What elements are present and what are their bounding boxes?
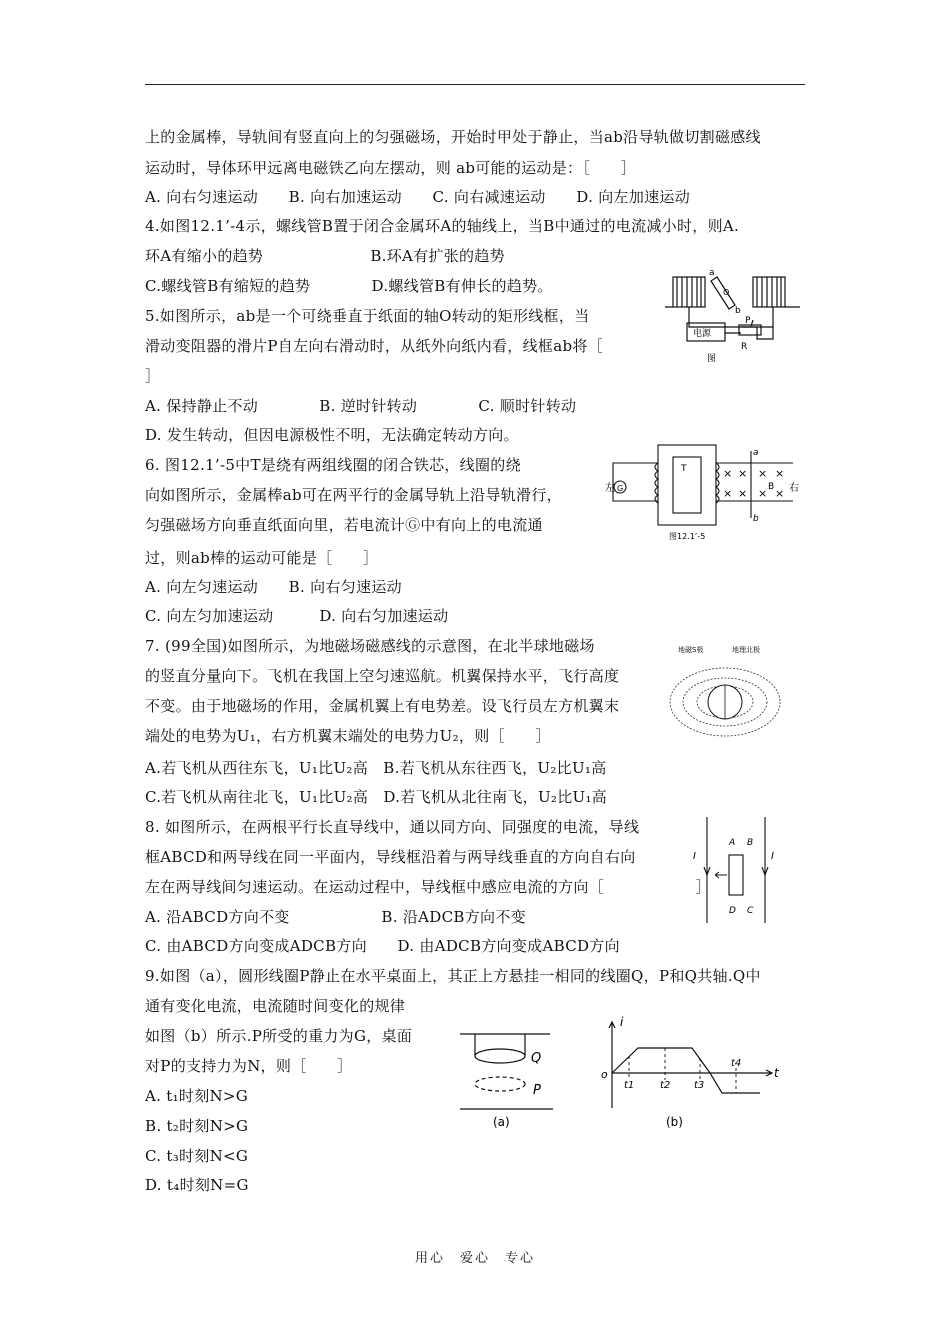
- text-line: B. t₂时刻N>G: [145, 1117, 249, 1135]
- text-line: C. t₃时刻N<G: [145, 1147, 249, 1165]
- fig4-i1-label: I: [693, 851, 696, 862]
- fig3-n-label: 地理北极: [732, 646, 760, 654]
- fig1-b-label: b: [735, 306, 741, 316]
- svg-text:×: ×: [775, 487, 785, 500]
- text-line: 7. (99全国)如图所示，为地磁场磁感线的示意图，在北半球地磁场: [145, 637, 595, 655]
- svg-text:×: ×: [758, 467, 768, 480]
- text-line: 运动时，导体环甲远离电磁铁乙向左摆动，则 ab可能的运动是：［ ］: [145, 159, 637, 177]
- fig4-c-label: C: [747, 906, 754, 916]
- text-line: 的竖直分量向下。飞机在我国上空匀速巡航。机翼保持水平，飞行高度: [145, 667, 620, 685]
- fig4-i2-label: I: [771, 851, 774, 862]
- text-line: D. 发生转动，但因电源极性不明，无法确定转动方向。: [145, 426, 519, 444]
- fig6-t3-label: t3: [694, 1080, 705, 1091]
- text-line: A. 保持静止不动 B. 逆时针转动 C. 顺时针转动: [145, 397, 577, 415]
- fig1-o-label: O: [723, 288, 730, 297]
- figure-parallel-wires: [685, 815, 785, 925]
- text-line: 6. 图12.1’-5中T是绕有两组线圈的闭合铁芯，线圈的绕: [145, 456, 521, 474]
- text-line: A. 向右匀速运动 B. 向右加速运动 C. 向右减速运动 D. 向左加速运动: [145, 188, 691, 206]
- text-line: A. 向左匀速运动 B. 向右匀速运动: [145, 578, 402, 596]
- fig6-i-label: i: [620, 1015, 624, 1029]
- fig2-b-label: b: [753, 514, 759, 524]
- svg-text:×: ×: [775, 467, 785, 480]
- text-line: C. 由ABCD方向变成ADCB方向 D. 由ADCB方向变成ABCD方向: [145, 937, 620, 955]
- text-line: C. 向左匀加速运动 D. 向右匀加速运动: [145, 607, 449, 625]
- fig4-d-label: D: [729, 906, 736, 916]
- text-line: 5.如图所示，ab是一个可绕垂直于纸面的轴O转动的矩形线框，当: [145, 307, 590, 325]
- fig5-q-label: Q: [531, 1051, 542, 1066]
- text-line: 对P的支持力为N，则［ ］: [145, 1057, 353, 1075]
- text-line: 8. 如图所示，在两根平行长直导线中，通以同方向、同强度的电流，导线: [145, 818, 640, 836]
- text-line: 环A有缩小的趋势 B.环A有扩张的趋势: [145, 247, 505, 265]
- text-line: 匀强磁场方向垂直纸面向里，若电流计Ⓖ中有向上的电流通: [145, 516, 543, 534]
- text-line: 通有变化电流，电流随时间变化的规律: [145, 997, 406, 1015]
- text-line: 4.如图12.1’-4示，螺线管B置于闭合金属环A的轴线上，当B中通过的电流减小时，则A.: [145, 217, 740, 235]
- figure-iron-core: [603, 443, 803, 541]
- fig2-t-label: T: [681, 464, 687, 474]
- page-footer: 用心 爱心 专心: [414, 1251, 535, 1266]
- text-line: 不变。由于地磁场的作用，金属机翼上有电势差。设飞行员左方机翼末: [145, 697, 620, 715]
- fig1-p-label: P: [745, 316, 751, 326]
- text-line: ］: [145, 367, 161, 385]
- fig6-t-label: t: [774, 1066, 779, 1080]
- text-line: 框ABCD和两导线在同一平面内，导线框沿着与两导线垂直的方向自右向: [145, 848, 636, 866]
- fig6-caption: (b): [666, 1115, 683, 1129]
- fig6-o-label: o: [601, 1068, 608, 1081]
- figure-current-time-graph: [600, 1015, 790, 1133]
- text-line: 端处的电势为U₁，右方机翼末端处的电势力U₂，则［ ］: [145, 727, 551, 745]
- text-line: 滑动变阻器的滑片P自左向右滑动时，从纸外向纸内看，线框ab将［: [145, 337, 603, 355]
- text-line: A. 沿ABCD方向不变 B. 沿ADCB方向不变: [145, 908, 526, 926]
- text-line: 上的金属棒，导轨间有竖直向上的匀强磁场，开始时甲处于静止，当ab沿导轨做切割磁感线: [145, 128, 761, 146]
- fig2-a-label: a: [753, 448, 759, 458]
- fig2-left-label: 左: [605, 483, 615, 494]
- fig5-caption: (a): [493, 1115, 510, 1129]
- text-line: 过，则ab棒的运动可能是［ ］: [145, 549, 379, 567]
- fig4-b-label: B: [747, 838, 754, 848]
- fig1-caption: 图: [707, 354, 717, 364]
- header-rule: [145, 84, 805, 85]
- fig2-g-label: G: [617, 484, 624, 493]
- text-line: 如图（b）所示.P所受的重力为G，桌面: [145, 1027, 413, 1045]
- fig2-caption: 图12.1’-5: [669, 532, 706, 541]
- fig1-r-label: R: [741, 342, 748, 352]
- fig5-p-label: P: [533, 1083, 541, 1098]
- text-line: A.若飞机从西往东飞，U₁比U₂高 B.若飞机从东往西飞，U₂比U₁高: [145, 759, 607, 777]
- fig2-field-label: B: [768, 482, 775, 492]
- svg-text:×: ×: [738, 487, 748, 500]
- text-line: D. t₄时刻N=G: [145, 1176, 249, 1194]
- text-line: C.若飞机从南往北飞，U₁比U₂高 D.若飞机从北往南飞，U₂比U₁高: [145, 788, 608, 806]
- figure-earth-field: [670, 640, 785, 745]
- text-line: C.螺线管B有缩短的趋势 D.螺线管B有伸长的趋势。: [145, 277, 553, 295]
- svg-text:×: ×: [738, 467, 748, 480]
- fig2-right-label: 右: [789, 483, 799, 494]
- figure-solenoid-frame: [665, 265, 800, 375]
- svg-text:×: ×: [723, 487, 733, 500]
- fig6-t1-label: t1: [624, 1080, 635, 1091]
- fig2-field-crosses: [723, 467, 784, 500]
- fig6-t4-label: t4: [731, 1058, 742, 1069]
- fig4-a-label: A: [729, 838, 736, 848]
- fig6-t2-label: t2: [660, 1080, 671, 1091]
- fig1-source-label: 电源: [693, 329, 712, 339]
- svg-text:×: ×: [758, 487, 768, 500]
- text-line: 向如图所示，金属棒ab可在两平行的金属导轨上沿导轨滑行，: [145, 486, 562, 504]
- text-line: A. t₁时刻N>G: [145, 1087, 249, 1105]
- fig1-a-label: a: [709, 268, 715, 278]
- text-line: 左在两导线间匀速运动。在运动过程中，导线框中感应电流的方向［ ］: [145, 878, 712, 896]
- svg-text:×: ×: [723, 467, 733, 480]
- fig3-s-label: 地磁S极: [678, 646, 704, 654]
- text-line: 9.如图（a），圆形线圈P静止在水平桌面上，其正上方悬挂一相同的线圈Q，P和Q共轴.Q中: [145, 967, 761, 985]
- figure-coils-pq: [455, 1024, 565, 1134]
